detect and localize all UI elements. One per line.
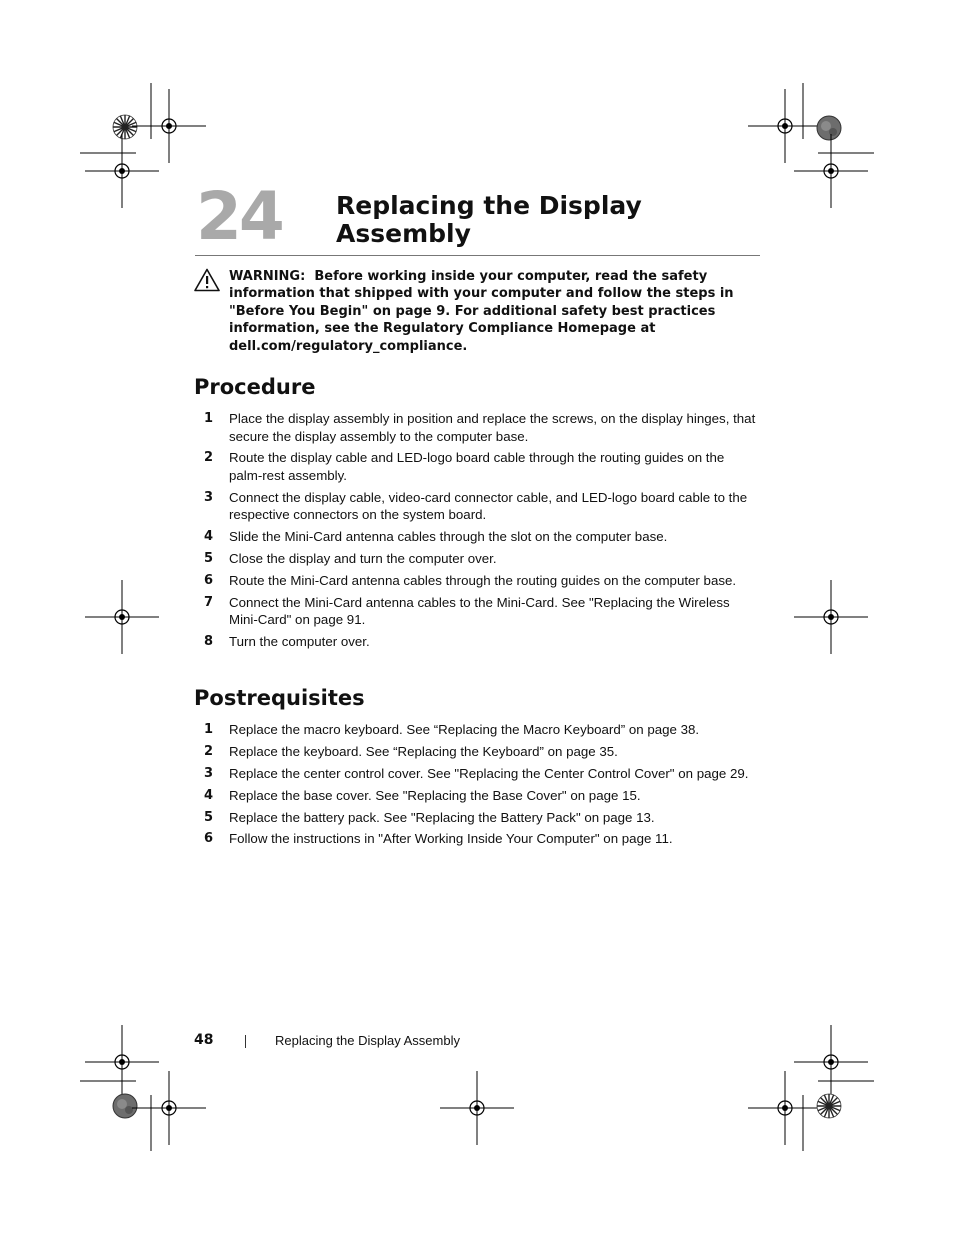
step-number: 6 (203, 572, 213, 588)
step-text: Close the display and turn the computer over. (229, 551, 497, 567)
chapter-title-line1: Replacing the Display (336, 191, 642, 220)
step-number: 4 (203, 529, 213, 545)
list-item (194, 809, 760, 827)
list-item (194, 489, 760, 524)
list-item (194, 572, 760, 590)
postrequisites-heading: Postrequisites (194, 686, 365, 710)
step-number: 2 (203, 743, 213, 759)
step-text: Slide the Mini-Card antenna cables through the slot on the computer base. (229, 529, 668, 545)
list-item (194, 721, 760, 739)
list-item (194, 787, 760, 805)
step-text: Replace the keyboard. See “Replacing the Keyboard” on page 35. (229, 743, 618, 759)
footer-separator (245, 1035, 246, 1048)
step-number: 2 (203, 450, 213, 466)
list-item (194, 830, 760, 848)
list-item (194, 528, 760, 546)
list-item (194, 633, 760, 651)
step-number: 6 (203, 831, 213, 847)
step-text: Replace the battery pack. See "Replacing the Battery Pack" on page 13. (229, 809, 655, 825)
warning-label: WARNING: (229, 269, 306, 284)
postrequisites-steps (194, 721, 760, 852)
procedure-steps (194, 410, 760, 655)
step-number: 3 (203, 489, 213, 505)
step-text: Follow the instructions in "After Working Inside Your Computer" on page 11. (229, 831, 673, 847)
list-item (194, 550, 760, 568)
step-text: Replace the center control cover. See "Replacing the Center Control Cover" on page 29. (229, 765, 749, 781)
step-number: 3 (203, 765, 213, 781)
step-number: 8 (203, 634, 213, 650)
chapter-title (336, 192, 756, 248)
step-text: Connect the Mini-Card antenna cables to the Mini-Card. See "Replacing the Wireless Mini-Card" on page 91. (229, 594, 730, 628)
step-number: 1 (203, 722, 213, 737)
list-item (194, 765, 760, 783)
step-text: Route the Mini-Card antenna cables through the routing guides on the computer base. (229, 572, 737, 588)
title-divider (195, 255, 760, 256)
list-item (194, 594, 760, 629)
list-item (194, 449, 760, 484)
step-text: Connect the display cable, video-card connector cable, and LED-logo board cable to the respective connectors on the system board. (229, 489, 748, 523)
step-number: 5 (203, 809, 213, 825)
step-text: Replace the macro keyboard. See “Replacing the Macro Keyboard” on page 38. (229, 722, 700, 737)
step-text: Route the display cable and LED-logo board cable through the routing guides on the palm-rest assembly. (229, 450, 725, 483)
list-item (194, 743, 760, 761)
chapter-title-line2: Assembly (336, 219, 471, 248)
warning-triangle-icon (194, 268, 220, 292)
step-number: 7 (203, 594, 213, 610)
chapter-number: 24 (196, 178, 282, 255)
step-text: Replace the base cover. See "Replacing the Base Cover" on page 15. (229, 787, 641, 803)
step-number: 1 (203, 411, 213, 426)
step-text: Turn the computer over. (229, 634, 370, 650)
warning-text (229, 268, 759, 355)
list-item (194, 410, 760, 445)
page-number: 48 (194, 1032, 214, 1048)
warning-body: Before working inside your computer, read the safety information that shipped with your computer and follow the steps in "Before You Begin" on page 9. For additional safety best practices information, see the Regulatory Compliance Homepage at dell.com/regulatory_compliance. (229, 269, 734, 354)
running-title: Replacing the Display Assembly (275, 1033, 460, 1048)
step-number: 5 (203, 551, 213, 567)
step-text: Place the display assembly in position and replace the screws, on the display hinges, that secure the display assembly to the computer base. (229, 411, 756, 444)
step-number: 4 (203, 787, 213, 803)
procedure-heading: Procedure (194, 375, 316, 399)
